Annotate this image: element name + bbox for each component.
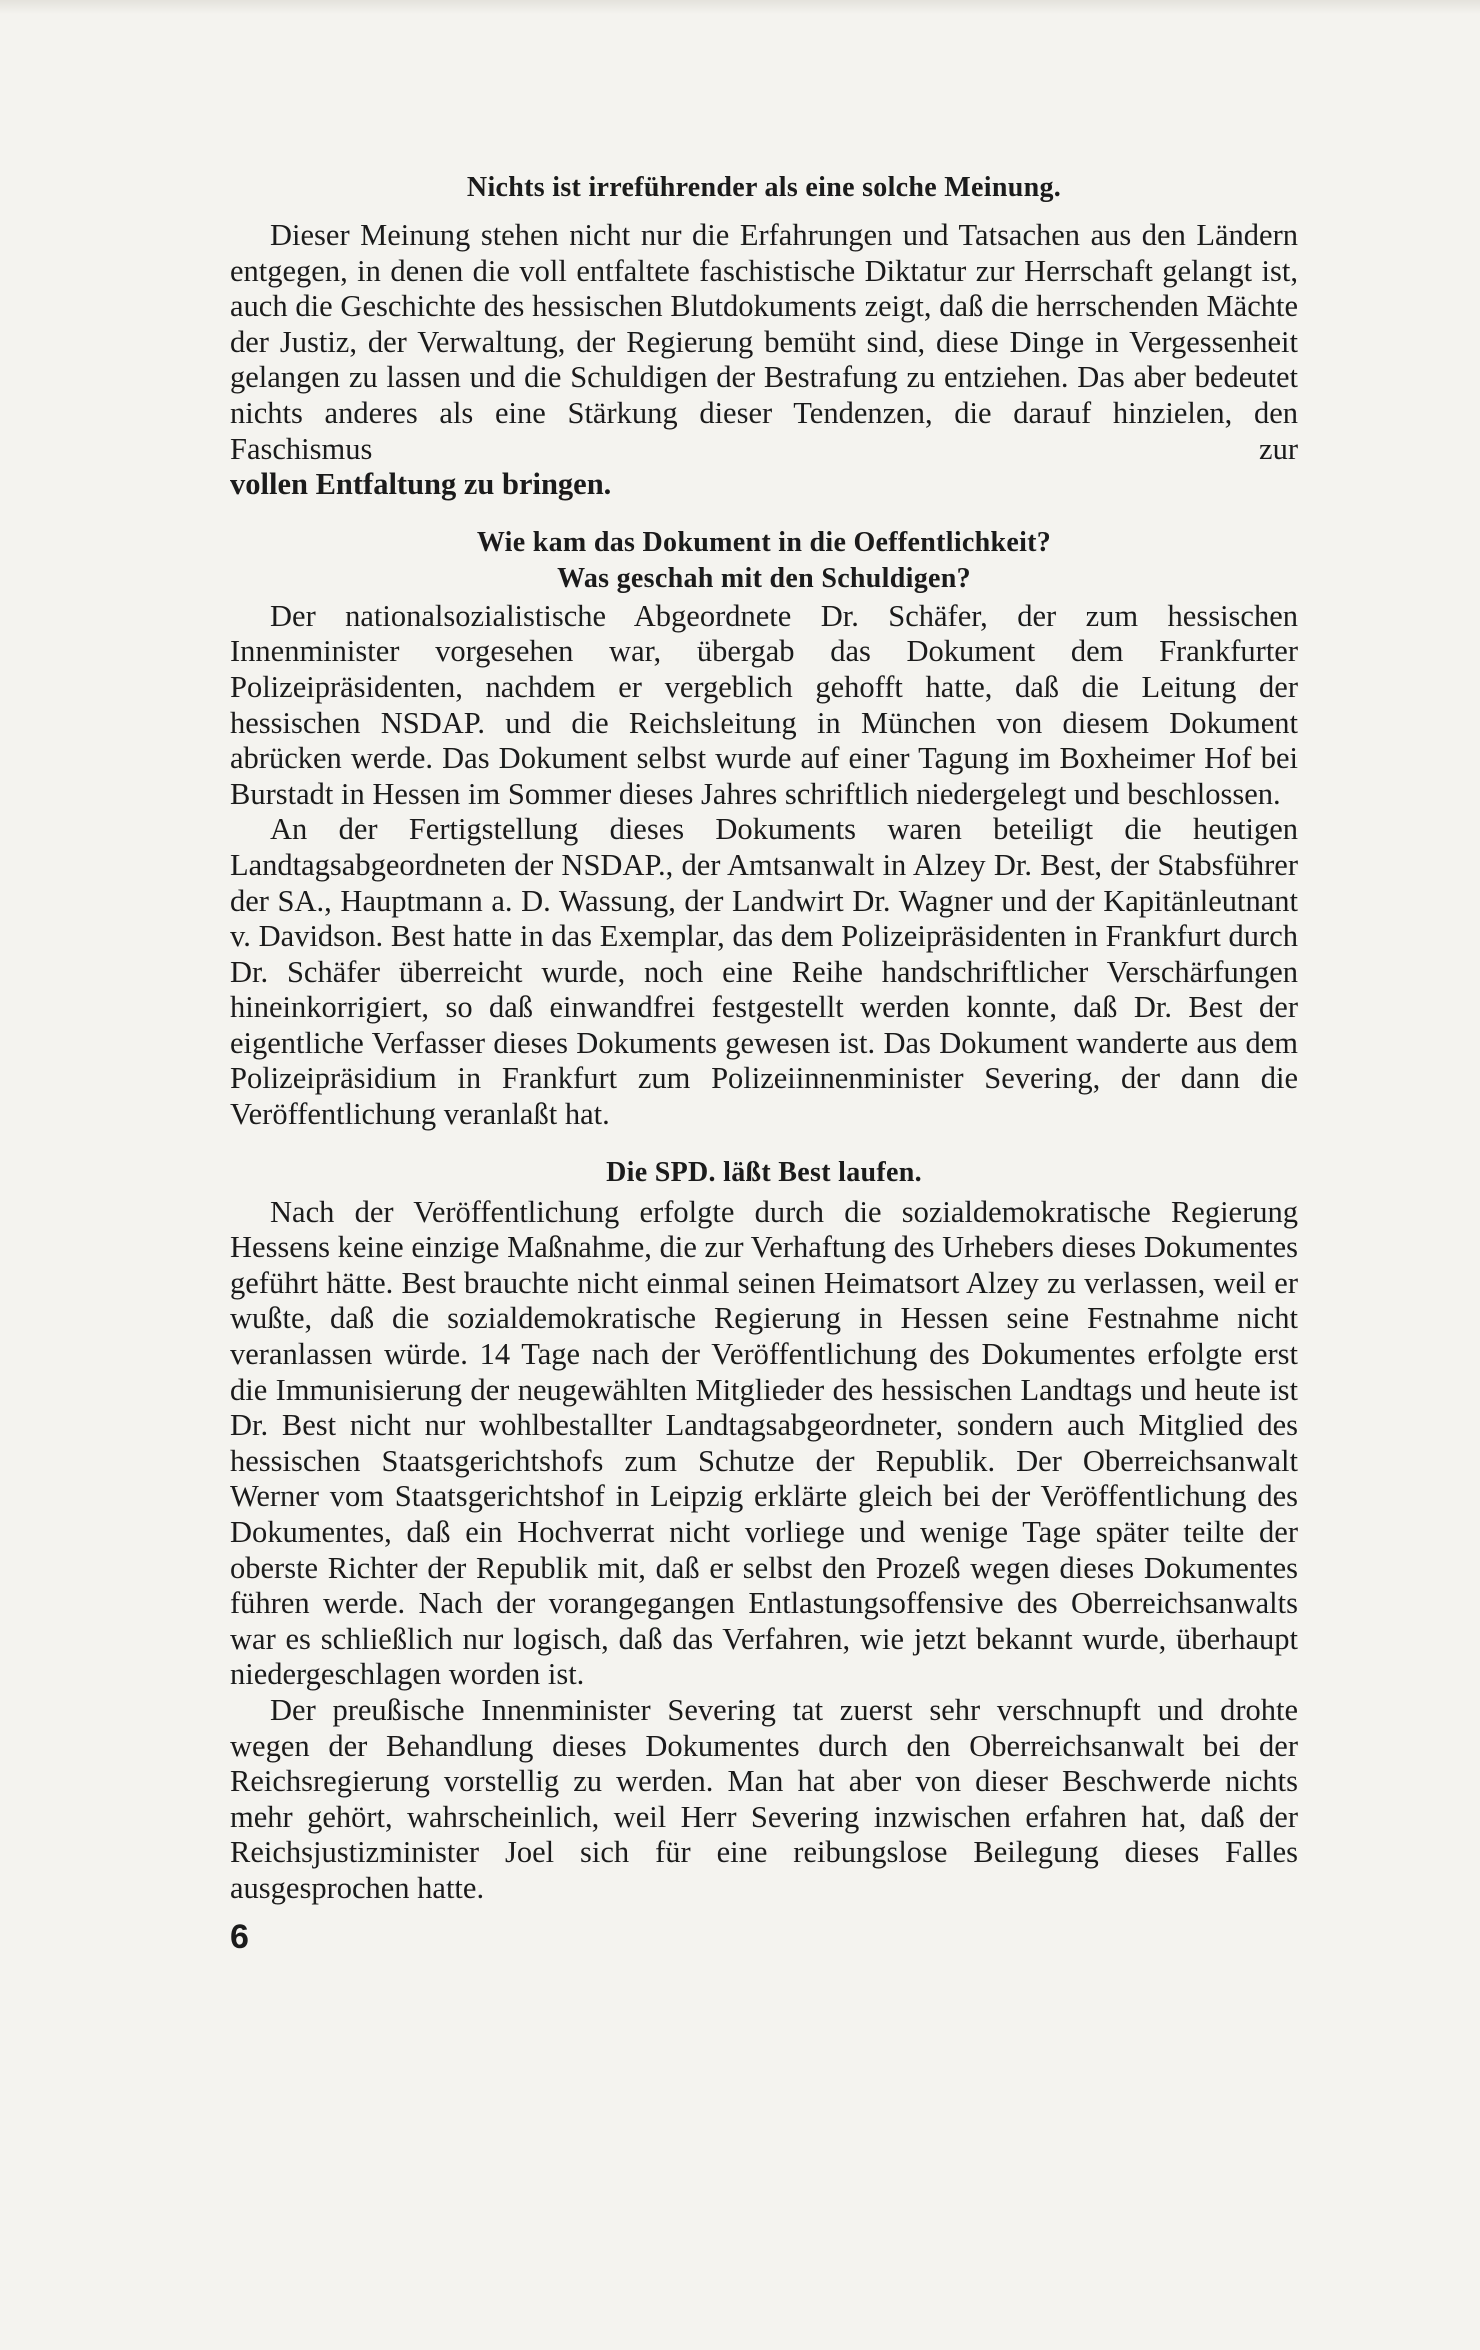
page-top-edge	[0, 0, 1480, 14]
paragraph-4: Nach der Veröffentlichung erfolgte durch die sozialdemokratische Regierung Hessens keine einzige Maßnahme, die zur Verhaftung des Urhebers dieses Dokumentes geführt hätte. Best brauchte nicht einmal seinen Heimatsort Alzey zu verlassen, weil er wußte, daß die sozialdemokratische Regierung in Hessen seine Festnahme nicht veranlassen würde. 14 Tage nach der Veröffentlichung des Dokumentes erfolgte erst die Immunisierung der neugewählten Mitglieder des hessischen Landtags und heute ist Dr. Best nicht nur wohlbestallter Landtagsabgeordneter, sondern auch Mitglied des hessischen Staatsgerichtshofs zum Schutze der Republik. Der Oberreichsanwalt Werner vom Staatsgerichtshof in Leipzig erklärte gleich bei der Veröffentlichung des Dokumentes, daß ein Hochverrat nicht vorliege und wenige Tage später teilte der oberste Richter der Republik mit, daß er selbst den Prozeß wegen dieses Dokumentes führen werde. Nach der vorangegangen Entlastungsoffensive des Oberreichsanwalts war es schließlich nur logisch, daß das Verfahren, wie jetzt bekannt wurde, überhaupt niedergeschlagen worden ist.	[230, 1194, 1298, 1692]
paragraph-1-end: vollen Entfaltung zu bringen.	[230, 467, 612, 502]
paragraph-3: An der Fertigstellung dieses Dokuments waren beteiligt die heutigen Landtagsabgeordneten der NSDAP., der Amtsanwalt in Alzey Dr. Best, der Stabsführer der SA., Hauptmann a. D. Wassung, der Landwirt Dr. Wagner und der Kapitänleutnant v. Davidson. Best hatte in das Exemplar, das dem Polizeipräsidenten in Frankfurt durch Dr. Schäfer überreicht wurde, noch eine Reihe handschriftlicher Verschärfungen hineinkorrigiert, so daß einwandfrei festgestellt werden konnte, daß Dr. Best der eigentliche Verfasser dieses Dokuments gewesen ist. Das Dokument wanderte aus dem Polizeipräsidium in Frankfurt zum Polizeiinnenminister Severing, der dann die Veröffentlichung veranlaßt hat.	[230, 812, 1298, 1132]
section-heading-2b: Was geschah mit den Schuldigen?	[557, 562, 971, 594]
section-heading-3: Die SPD. läßt Best laufen.	[606, 1156, 922, 1188]
section-heading-2a: Wie kam das Dokument in die Oeffentlichkeit?	[476, 526, 1052, 558]
paragraph-5: Der preußische Innenminister Severing tat zuerst sehr verschnupft und drohte wegen der Behandlung dieses Dokumentes durch den Oberreichsanwalt bei der Reichsregierung vorstellig zu werden. Man hat aber von dieser Beschwerde nichts mehr gehört, wahrscheinlich, weil Herr Severing inzwischen erfahren hat, daß der Reichsjustizminister Joel sich für eine reibungslose Beilegung dieses Falles ausgesprochen hatte.	[230, 1692, 1298, 1905]
paragraph-2: Der nationalsozialistische Abgeordnete Dr. Schäfer, der zum hessischen Innenminister vorgesehen war, übergab das Dokument dem Frankfurter Polizeipräsidenten, nachdem er vergeblich gehofft hatte, daß die Leitung der hessischen NSDAP. und die Reichsleitung in München von diesem Dokument abrücken werde. Das Dokument selbst wurde auf einer Tagung im Boxheimer Hof bei Burstadt in Hessen im Sommer dieses Jahres schriftlich niedergelegt und beschlossen.	[230, 598, 1298, 811]
paragraph-1: Dieser Meinung stehen nicht nur die Erfahrungen und Tatsachen aus den Ländern entgegen, in denen die voll entfaltete faschistische Diktatur zur Herrschaft gelangt ist, auch die Geschichte des hessischen Blutdokuments zeigt, daß die herrschenden Mächte der Justiz, der Verwaltung, der Regierung bemüht sind, diese Dinge in Vergessenheit gelangen zu lassen und die Schuldigen der Bestrafung zu entziehen. Das aber bedeutet nichts anderes als eine Stärkung dieser Tendenzen, die darauf hinzielen, den Faschismus zur	[230, 218, 1298, 466]
document-page	[230, 170, 1298, 1957]
page-number: 6	[230, 1917, 249, 1956]
section-heading-1: Nichts ist irreführender als eine solche Meinung.	[466, 172, 1062, 203]
